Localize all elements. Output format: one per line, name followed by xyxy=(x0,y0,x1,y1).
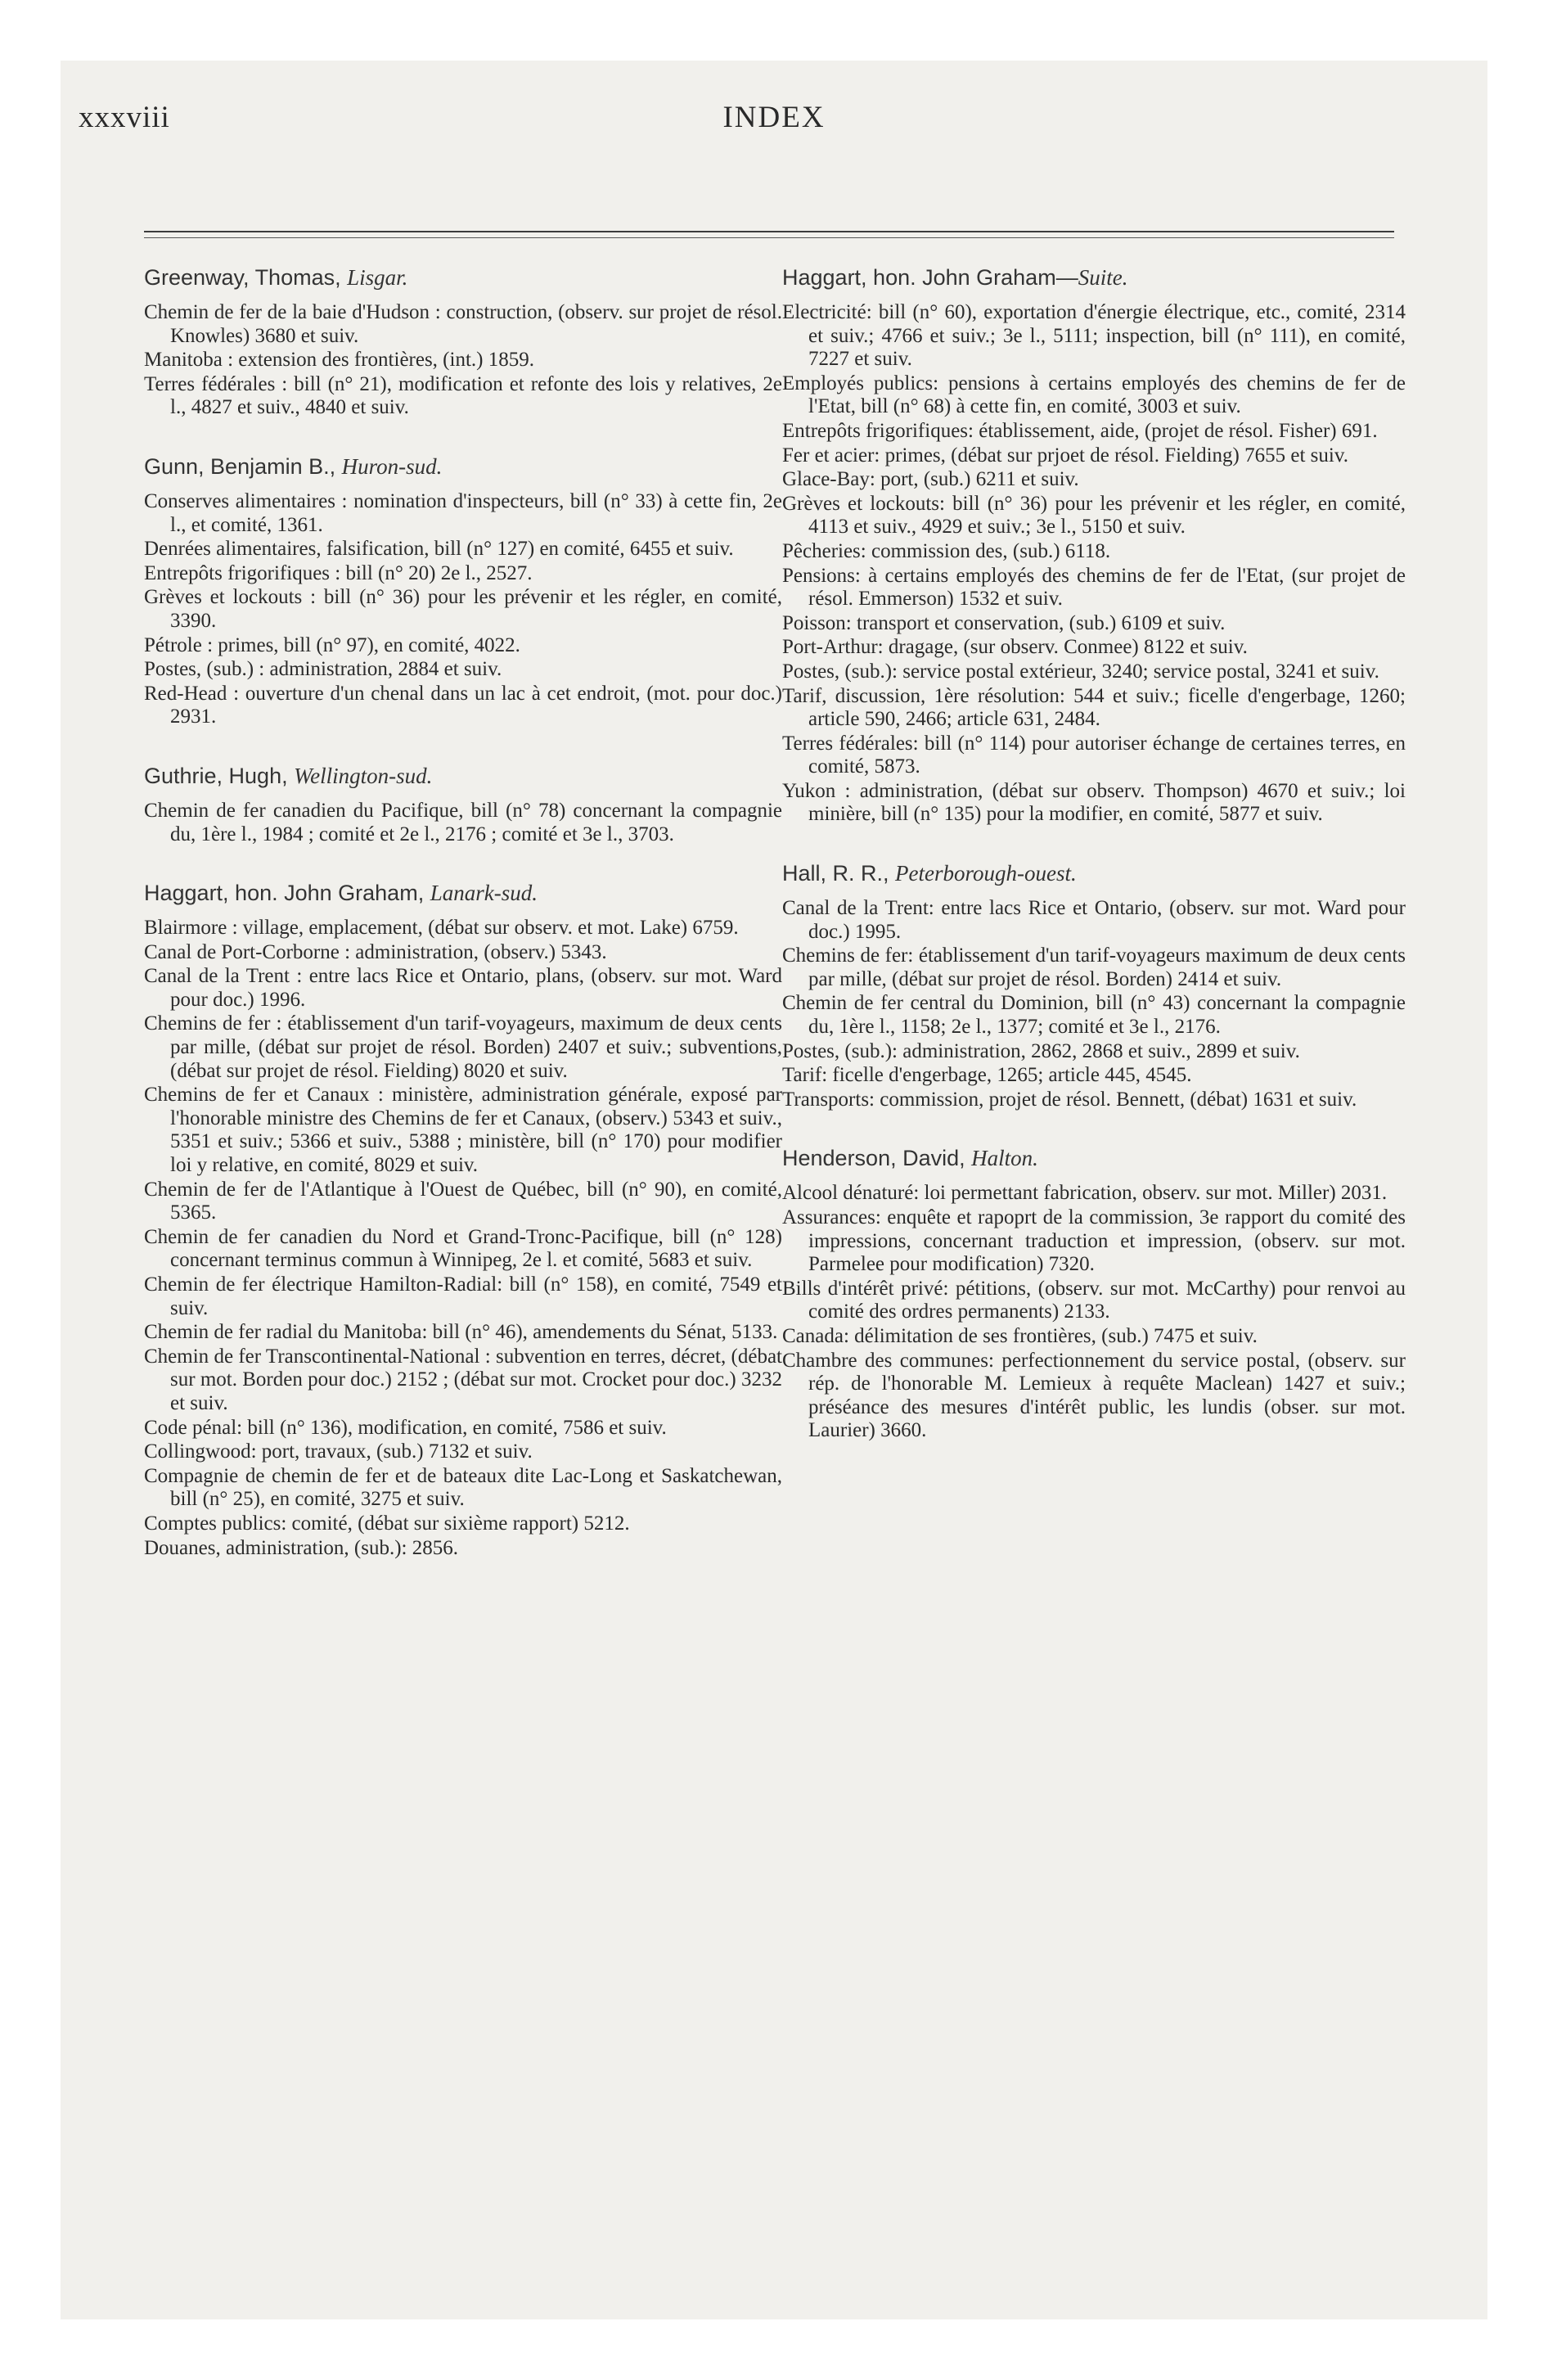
index-entry-list xyxy=(144,301,782,420)
index-entry: Chemin de fer radial du Manitoba: bill (n° 46), amendements du Sénat, 5133. xyxy=(144,1321,778,1344)
member-riding: Lanark-sud. xyxy=(430,881,538,906)
member-name: Greenway, Thomas, xyxy=(144,265,341,290)
index-entry: Chambre des communes: perfectionnement du service postal, (observ. sur rép. de l'honorable M. Lemieux à requête Maclean) 1427 et suiv.; préséance des mesures d'intérêt public, les lundis (obser. sur mot. Laurier) 3660. xyxy=(782,1349,1406,1442)
index-entry: Postes, (sub.): administration, 2862, 2868 et suiv., 2899 et suiv. xyxy=(782,1039,1300,1062)
index-entry: Terres fédérales: bill (n° 114) pour autoriser échange de certaines terres, en comité, 5873. xyxy=(782,732,1406,778)
index-entry: Comptes publics: comité, (débat sur sixième rapport) 5212. xyxy=(144,1512,630,1535)
index-entry: Pensions: à certains employés des chemins de fer de l'Etat, (sur projet de résol. Emmerson) 1532 et suiv. xyxy=(782,564,1406,611)
index-entry: Grèves et lockouts : bill (n° 36) pour les prévenir et les régler, en comité, 3390. xyxy=(144,586,782,632)
left-column xyxy=(144,264,782,1593)
index-entry: Chemin de fer de la baie d'Hudson : construction, (observ. sur projet de résol. Knowles) 3680 et suiv. xyxy=(144,301,782,347)
member-riding: Halton. xyxy=(971,1146,1038,1171)
index-entry: Tarif, discussion, 1ère résolution: 544 et suiv.; ficelle d'engerbage, 1260; article 590, 2466; article 631, 2484. xyxy=(782,684,1406,731)
index-entry: Blairmore : village, emplacement, (débat sur observ. et mot. Lake) 6759. xyxy=(144,917,739,940)
member-name: Haggart, hon. John Graham— xyxy=(782,265,1078,290)
member-name: Guthrie, Hugh, xyxy=(144,763,288,788)
member-name: Gunn, Benjamin B., xyxy=(144,453,336,479)
index-entry: Canal de la Trent : entre lacs Rice et Ontario, plans, (observ. sur mot. Ward pour doc.) 1996. xyxy=(144,965,782,1011)
index-entry-list xyxy=(782,1182,1406,1443)
index-entry: Poisson: transport et conservation, (sub.) 6109 et suiv. xyxy=(782,611,1226,634)
index-entry: Postes, (sub.) : administration, 2884 et suiv. xyxy=(144,658,502,681)
index-entry: Canada: délimitation de ses frontières, (sub.) 7475 et suiv. xyxy=(782,1324,1258,1347)
index-entry: Chemin de fer électrique Hamilton-Radial: bill (n° 158), en comité, 7549 et suiv. xyxy=(144,1273,782,1319)
member-heading xyxy=(144,762,782,790)
member-heading xyxy=(782,264,1406,291)
index-entry-list xyxy=(144,917,782,1560)
index-entry: Employés publics: pensions à certains employés des chemins de fer de l'Etat, bill (n° 68) à cette fin, en comité, 3003 et suiv. xyxy=(782,372,1406,418)
index-entry: Manitoba : extension des frontières, (int.) 1859. xyxy=(144,349,534,372)
member-heading xyxy=(144,264,782,291)
index-entry: Red-Head : ouverture d'un chenal dans un lac à cet endroit, (mot. pour doc.) 2931. xyxy=(144,682,782,728)
index-entry-list xyxy=(144,800,782,846)
member-heading xyxy=(782,859,1406,887)
index-entry: Transports: commission, projet de résol. Bennett, (débat) 1631 et suiv. xyxy=(782,1088,1357,1111)
index-entry: Compagnie de chemin de fer et de bateaux dite Lac-Long et Saskatchewan, bill (n° 25), en comité, 3275 et suiv. xyxy=(144,1464,782,1511)
member-riding: Huron-sud. xyxy=(341,453,443,479)
member-riding: Peterborough-ouest. xyxy=(895,861,1077,886)
member-name: Hall, R. R., xyxy=(782,861,889,886)
header-rule xyxy=(144,231,1394,232)
index-entry: Entrepôts frigorifiques : bill (n° 20) 2e l., 2527. xyxy=(144,561,533,584)
index-entry: Glace-Bay: port, (sub.) 6211 et suiv. xyxy=(782,468,1079,491)
index-entry: Chemin de fer central du Dominion, bill (n° 43) concernant la compagnie du, 1ère l., 1158; 2e l., 1377; comité et 3e l., 2176. xyxy=(782,992,1406,1039)
index-entry: Bills d'intérêt privé: pétitions, (observ. sur mot. McCarthy) pour renvoi au comité des ordres permanents) 2133. xyxy=(782,1277,1406,1323)
index-entry: Pétrole : primes, bill (n° 97), en comité, 4022. xyxy=(144,633,520,656)
index-entry: Collingwood: port, travaux, (sub.) 7132 et suiv. xyxy=(144,1440,533,1463)
index-entry: Pêcheries: commission des, (sub.) 6118. xyxy=(782,539,1111,562)
index-entry: Denrées alimentaires, falsification, bill (n° 127) en comité, 6455 et suiv. xyxy=(144,538,734,561)
index-entry: Grèves et lockouts: bill (n° 36) pour les prévenir et les régler, en comité, 4113 et suiv., 4929 et suiv.; 3e l., 5150 et suiv. xyxy=(782,492,1406,539)
member-riding: Suite. xyxy=(1078,265,1128,290)
index-entry: Tarif: ficelle d'engerbage, 1265; article 445, 4545. xyxy=(782,1064,1192,1087)
index-entry: Electricité: bill (n° 60), exportation d'énergie électrique, etc., comité, 2314 et suiv.; 4766 et suiv.; 3e l., 5111; inspection, bill (n° 111), en comité, 7227 et suiv. xyxy=(782,301,1406,371)
index-entry: Terres fédérales : bill (n° 21), modification et refonte des lois y relatives, 2e l., 4827 et suiv., 4840 et suiv. xyxy=(144,372,782,419)
member-name: Haggart, hon. John Graham, xyxy=(144,881,425,906)
index-entry: Canal de Port-Corborne : administration, (observ.) 5343. xyxy=(144,940,607,963)
index-entry: Chemins de fer et Canaux : ministère, administration générale, exposé par l'honorable ministre des Chemins de fer et Canaux, (observ.) 5343 et suiv., 5351 et suiv.; 5366 et suiv., 5388 ; ministère, bill (n° 170) pour modifier loi y relative, en comité, 8029 et suiv. xyxy=(144,1084,782,1177)
index-entry: Conserves alimentaires : nomination d'inspecteurs, bill (n° 33) à cette fin, 2e l., et comité, 1361. xyxy=(144,489,782,536)
index-entry: Fer et acier: primes, (débat sur prjoet de résol. Fielding) 7655 et suiv. xyxy=(782,444,1348,467)
index-entry: Chemins de fer: établissement d'un tarif-voyageurs maximum de deux cents par mille, (débat sur projet de résol. Borden) 2414 et suiv. xyxy=(782,944,1406,990)
index-entry-list xyxy=(782,897,1406,1111)
index-entry: Chemin de fer Transcontinental-National : subvention en terres, décret, (débat sur mot. Borden pour doc.) 2152 ; (débat sur mot. Crocket pour doc.) 3232 et suiv. xyxy=(144,1345,782,1414)
index-entry: Code pénal: bill (n° 136), modification, en comité, 7586 et suiv. xyxy=(144,1416,667,1439)
index-entry: Canal de la Trent: entre lacs Rice et Ontario, (observ. sur mot. Ward pour doc.) 1995. xyxy=(782,897,1406,943)
index-entry: Chemin de fer canadien du Pacifique, bill (n° 78) concernant la compagnie du, 1ère l., 1984 ; comité et 2e l., 2176 ; comité et 3e l., 3703. xyxy=(144,799,782,845)
page-title: INDEX xyxy=(722,101,826,134)
member-heading xyxy=(782,1144,1406,1172)
member-name: Henderson, David, xyxy=(782,1146,965,1171)
index-entry: Postes, (sub.): service postal extérieur, 3240; service postal, 3241 et suiv. xyxy=(782,660,1379,683)
index-entry: Chemin de fer canadien du Nord et Grand-Tronc-Pacifique, bill (n° 128) concernant terminus commun à Winnipeg, 2e l. et comité, 5683 et suiv. xyxy=(144,1225,782,1272)
member-heading xyxy=(144,453,782,480)
member-riding: Lisgar. xyxy=(347,265,408,290)
index-entry: Alcool dénaturé: loi permettant fabrication, observ. sur mot. Miller) 2031. xyxy=(782,1182,1388,1205)
header-rule-thin xyxy=(144,237,1394,238)
index-entry: Douanes, administration, (sub.): 2856. xyxy=(144,1536,458,1559)
right-column xyxy=(782,264,1406,1476)
page-number: xxxviii xyxy=(79,101,170,134)
index-entry: Chemins de fer : établissement d'un tarif-voyageurs, maximum de deux cents par mille, (débat sur projet de résol. Borden) 2407 et suiv.; subventions, (débat sur projet de résol. Fielding) 8020 et suiv. xyxy=(144,1012,782,1082)
index-entry-list xyxy=(144,490,782,729)
member-heading xyxy=(144,879,782,907)
index-entry: Chemin de fer de l'Atlantique à l'Ouest de Québec, bill (n° 90), en comité, 5365. xyxy=(144,1178,782,1224)
member-riding: Wellington-sud. xyxy=(294,763,433,788)
index-entry: Entrepôts frigorifiques: établissement, aide, (projet de résol. Fisher) 691. xyxy=(782,419,1378,442)
index-entry: Port-Arthur: dragage, (sur observ. Conmee) 8122 et suiv. xyxy=(782,636,1248,659)
index-entry: Assurances: enquête et rapoprt de la commission, 3e rapport du comité des impressions, concernant traduction et impression, (observ. sur mot. Parmelee pour modification) 7320. xyxy=(782,1206,1406,1276)
index-entry-list xyxy=(782,301,1406,827)
index-entry: Yukon : administration, (débat sur observ. Thompson) 4670 et suiv.; loi minière, bill (n° 135) pour la modifier, en comité, 5877 et suiv. xyxy=(782,779,1406,826)
